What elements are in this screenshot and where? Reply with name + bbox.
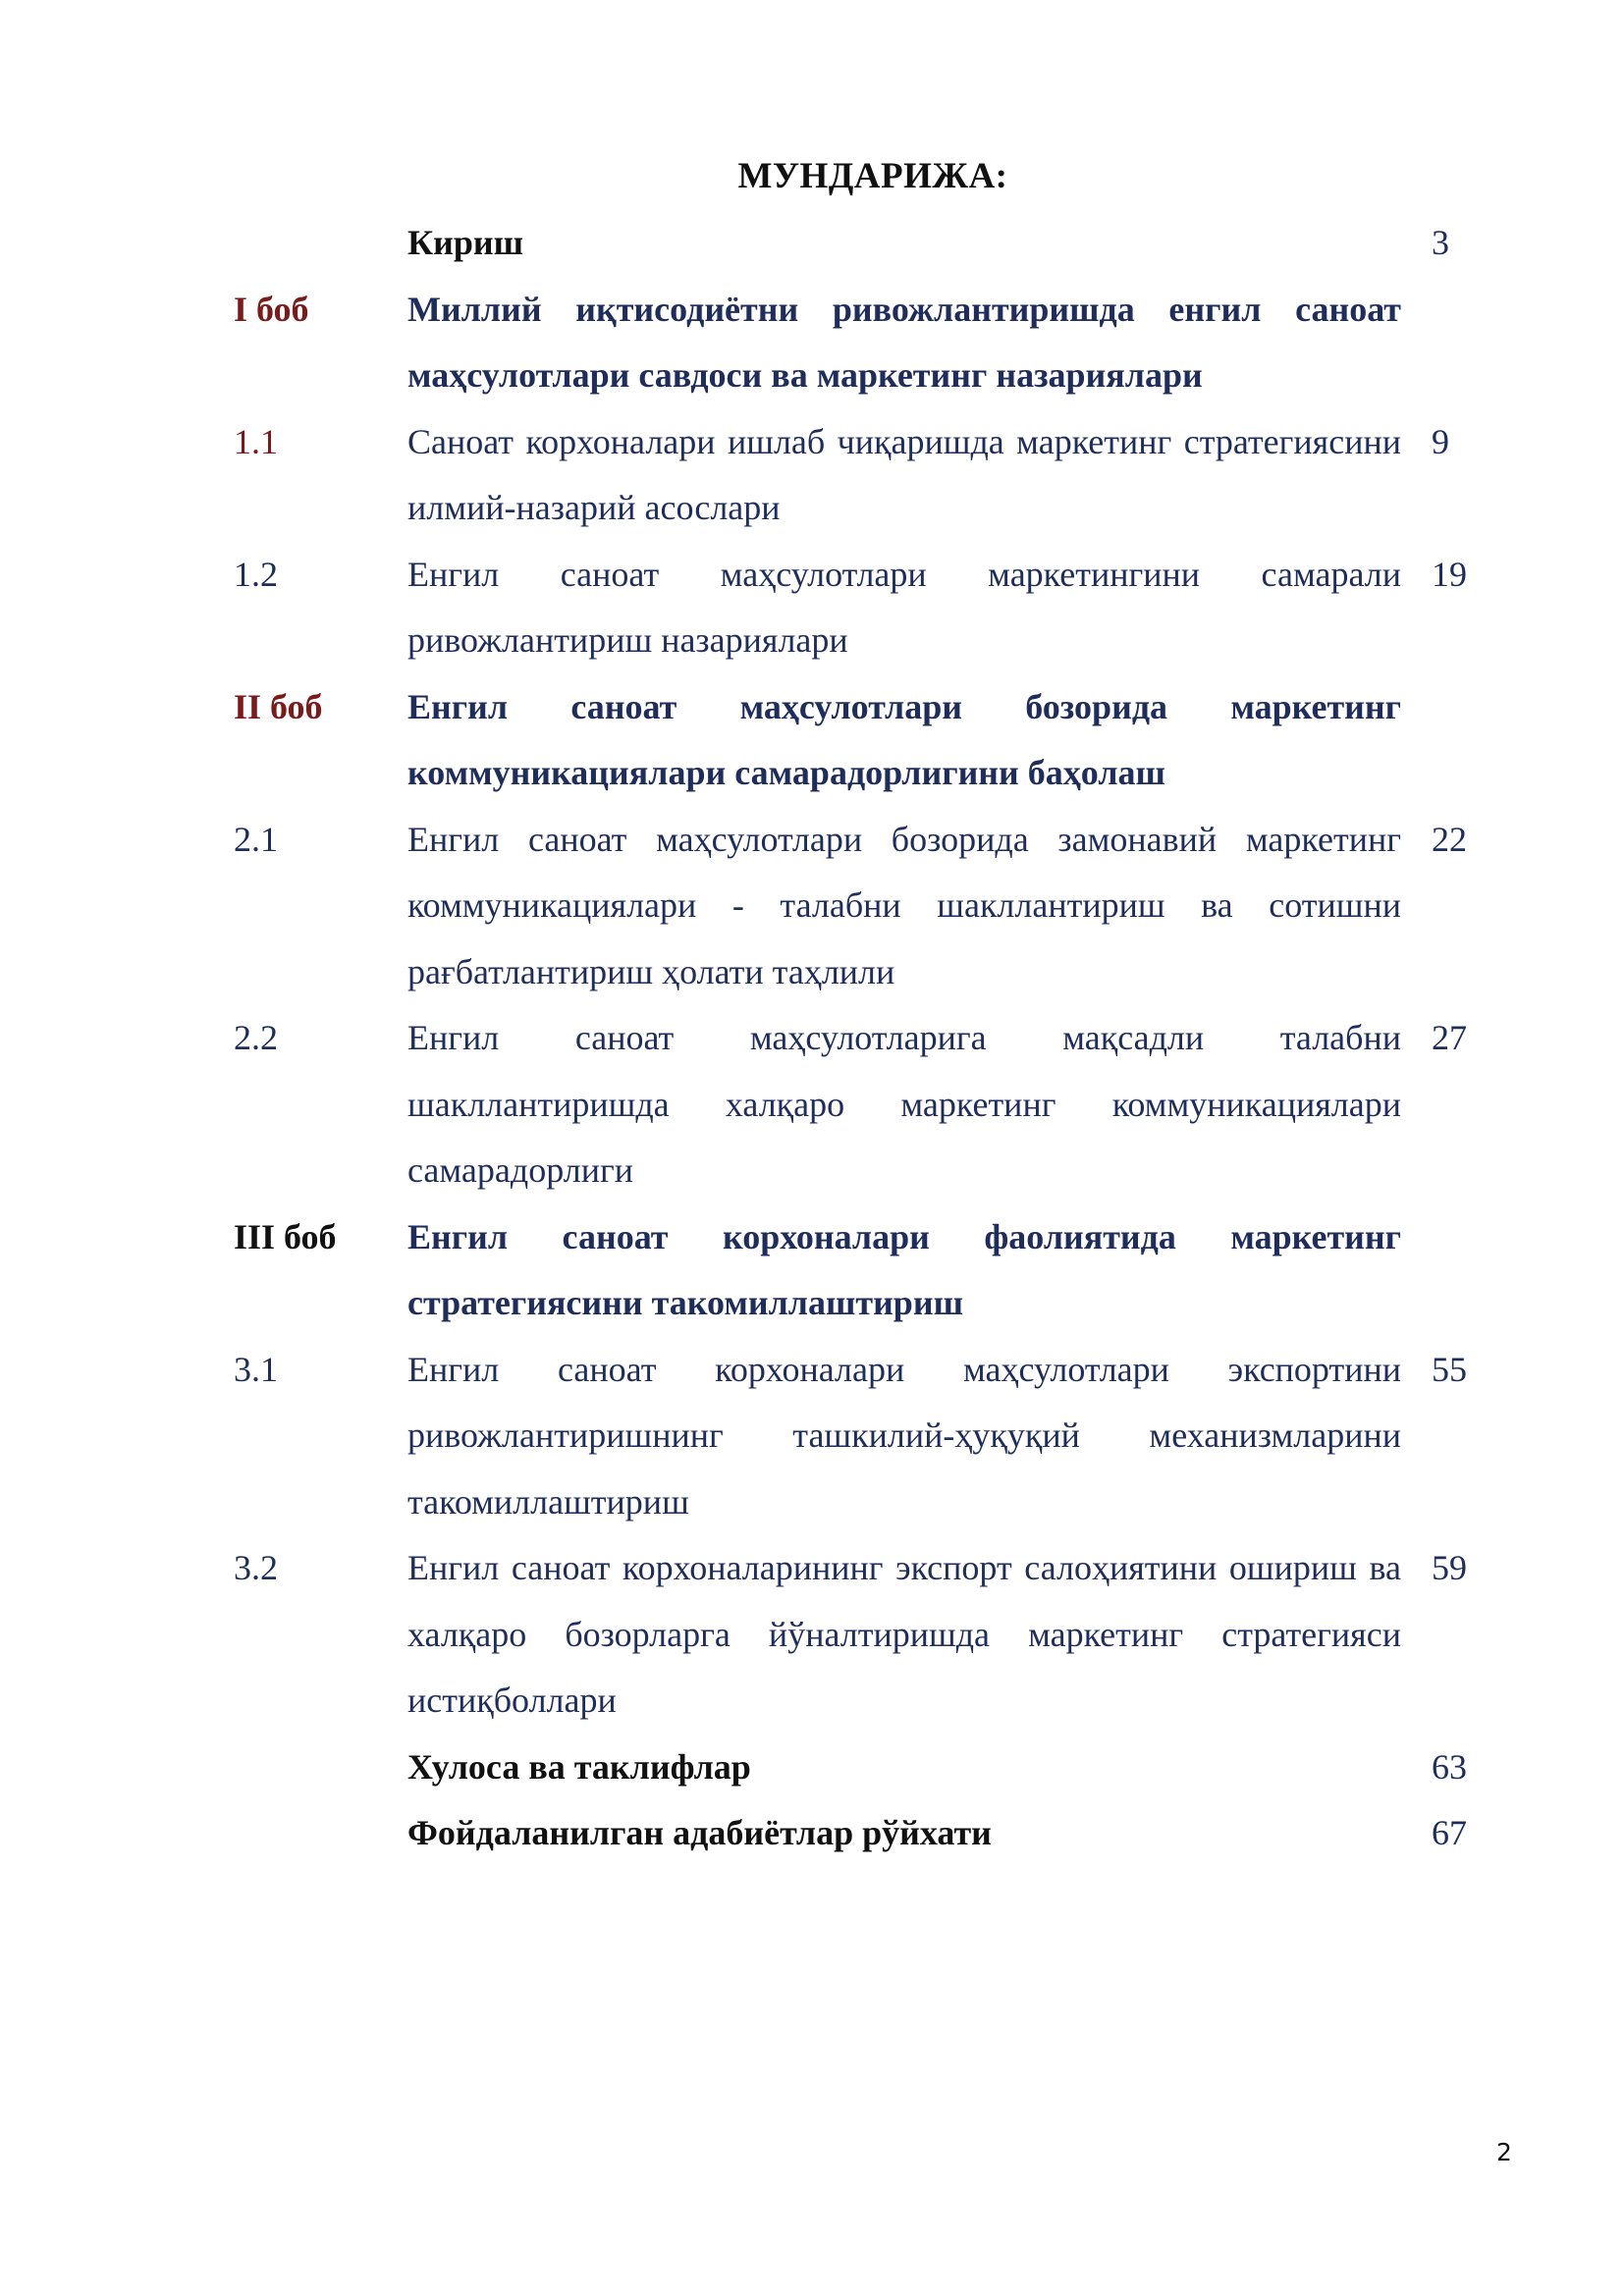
toc-entry-page: 22 — [1432, 819, 1467, 859]
toc-entry-chapter-1 — [234, 277, 1481, 409]
toc-entry-intro — [234, 210, 1481, 277]
toc-entry-title: Фойдаланилган адабиётлар рўйхати — [407, 1813, 992, 1852]
toc-entry-title: Енгил саноат маҳсулотларига мақсадли талабни шакллантиришда халқаро маркетинг коммуникациялари самарадорлиги — [407, 1018, 1401, 1190]
toc-entry-number: II боб — [234, 686, 323, 726]
toc-entry-number: III боб — [234, 1216, 337, 1256]
toc-entry-title: Миллий иқтисодиётни ривожлантиришда енгил саноат маҳсулотлари савдоси ва маркетинг назариялари — [407, 289, 1401, 395]
toc-entry-page: 59 — [1432, 1548, 1467, 1587]
page-number: 2 — [1496, 2138, 1512, 2166]
toc-entry-title: Хулоса ва таклифлар — [407, 1746, 751, 1787]
toc-entry-number: I боб — [234, 289, 309, 329]
toc-entry-page: 9 — [1432, 421, 1449, 461]
toc-entry-section-2-1 — [234, 807, 1481, 1006]
toc-title: МУНДАРИЖА: — [737, 156, 1008, 196]
toc-entry-title: Енгил саноат корхоналари маҳсулотлари экспортини ривожлантиришнинг ташкилий-ҳуқуқий механизмларини такомиллаштириш — [407, 1349, 1401, 1522]
toc-entry-title: Енгил саноат корхоналари фаолиятида маркетинг стратегиясини такомиллаштириш — [407, 1216, 1401, 1322]
toc-entry-number: 1.2 — [234, 554, 278, 594]
toc-entry-page: 55 — [1432, 1349, 1467, 1389]
toc-entry-section-1-2 — [234, 542, 1481, 674]
toc-entry-chapter-3 — [234, 1204, 1481, 1337]
toc-entry-section-3-1 — [234, 1337, 1481, 1536]
toc-entry-page: 63 — [1432, 1746, 1467, 1787]
toc-entry-title: Енгил саноат маҳсулотлари бозорида маркетинг коммуникациялари самарадорлигини баҳолаш — [407, 686, 1401, 792]
toc-entry-title: Саноат корхоналари ишлаб чиқаришда маркетинг стратегиясини илмий-назарий асослари — [407, 421, 1401, 527]
toc-entry-references — [234, 1800, 1481, 1867]
toc-entry-page: 19 — [1432, 554, 1467, 594]
toc-entry-title: Енгил саноат маҳсулотлари бозорида замонавий маркетинг коммуникациялари - талабни шакллантириш ва сотишни рағбатлантириш ҳолати таҳлили — [407, 819, 1401, 991]
toc-entry-title: Кириш — [407, 223, 524, 262]
toc-entry-section-1-1 — [234, 409, 1481, 542]
toc-entry-page: 67 — [1432, 1813, 1467, 1852]
toc-entry-number: 2.1 — [234, 819, 278, 859]
toc-entry-section-2-2 — [234, 1005, 1481, 1204]
toc-entry-title: Енгил саноат маҳсулотлари маркетингини самарали ривожлантириш назариялари — [407, 554, 1401, 660]
toc-entry-number: 1.1 — [234, 421, 278, 461]
toc-entry-section-3-2 — [234, 1535, 1481, 1735]
toc-entry-conclusion — [234, 1735, 1481, 1801]
toc-entry-number: 3.2 — [234, 1548, 278, 1587]
toc-entry-chapter-2 — [234, 674, 1481, 807]
toc-entry-title: Енгил саноат корхоналарининг экспорт салоҳиятини ошириш ва халқаро бозорларга йўналтиришда маркетинг стратегияси истиқболлари — [407, 1548, 1401, 1720]
toc-entry-page: 3 — [1432, 223, 1449, 262]
toc-entry-number: 2.2 — [234, 1018, 278, 1057]
table-of-contents — [234, 210, 1481, 1867]
toc-entry-page: 27 — [1432, 1018, 1467, 1057]
toc-entry-number: 3.1 — [234, 1349, 278, 1389]
